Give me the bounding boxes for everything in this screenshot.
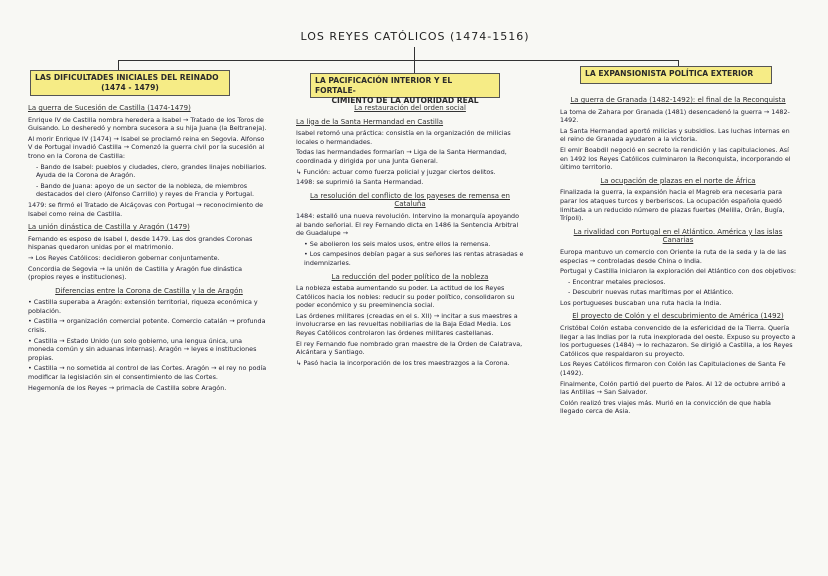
middle-s1-sub: La liga de la Santa Hermandad en Castilla	[296, 117, 444, 126]
left-s3-b2: • Castilla → organización comercial potente. Comercio catalán → profunda crisis.	[28, 317, 266, 335]
right-s3-p3: Los portugueses buscaban una ruta hacia la India.	[560, 298, 722, 307]
left-s2-title: La unión dinástica de Castilla y Aragón (1479)	[28, 223, 190, 232]
section-box-right	[580, 66, 772, 84]
middle-s3-p1: La nobleza estaba aumentando su poder. La actitud de los Reyes Católicos hacia los nobles: reducir su poder político, consolidaron su poder económico y su preeminencia social.	[296, 284, 515, 310]
section-box-left	[30, 70, 230, 96]
right-s4-p2: Los Reyes Católicos firmaron con Colón las Capitulaciones de Santa Fe (1492).	[560, 360, 786, 378]
right-s4-title: El proyecto de Colón y el descubrimiento de América (1492)	[572, 312, 784, 321]
middle-s3-p2: Las órdenes militares (creadas en el s. XII) → incitar a sus maestres a involucrarse en las revueltas nobiliarias de la Baja Edad Media. Los Reyes Católicos controlaron las órdenes militares castellanas.	[296, 311, 518, 338]
middle-s1-p4: 1498: se suprimió la Santa Hermandad.	[296, 178, 424, 187]
middle-s2-b1: • Se abolieron los seis malos usos, entre ellos la remensa.	[304, 239, 491, 248]
left-s1-b1: - Bando de Isabel: pueblos y ciudades, clero, grandes linajes nobiliarios. Ayuda de la Corona de Aragón.	[36, 162, 267, 180]
middle-s3-p3: El rey Fernando fue nombrado gran maestre de la Orden de Calatrava, Alcántara y Santiago.	[296, 339, 523, 357]
section-box-middle-line2: CIMIENTO DE LA AUTORIDAD REAL	[331, 96, 479, 105]
middle-s1-p1: Isabel retomó una práctica: consistía en la organización de milicias locales o hermandades.	[296, 129, 511, 146]
connector-vertical-top	[414, 47, 415, 60]
right-s2-p1: Finalizada la guerra, la expansión hacia el Magreb era necesaria para parar los ataques turcos y berberiscos. La ocupación española quedó limitada a un reducido número de plazas fuertes (Melilla, Orán, Bugía, Trípoli).	[560, 188, 785, 223]
right-s4-p3: Finalmente, Colón partió del puerto de Palos. Al 12 de octubre arribó a las Antillas → San Salvador.	[560, 379, 786, 397]
column-middle	[296, 104, 524, 564]
middle-s2-p1: 1484: estalló una nueva revolución. Intervino la monarquía apoyando al bando señorial. El rey Fernando dicta en 1486 la Sentencia Arbitral de Guadalupe →	[296, 211, 519, 238]
left-s2-p2: → Los Reyes Católicos: decidieron gobernar conjuntamente.	[28, 253, 220, 262]
left-s1-p2: Al morir Enrique IV (1474) → Isabel se proclamó reina en Segovia. Alfonso V de Portugal invadió Castilla → Comenzó la guerra civil por la sucesión al trono en la Corona de Castilla:	[28, 134, 265, 160]
section-box-left-line1: LAS DIFICULTADES INICIALES DEL REINADO	[35, 73, 219, 82]
right-s4-p1: Cristóbal Colón estaba convencido de la esfericidad de la Tierra. Quería llegar a las Indias por la ruta inexplorada del oeste. Expuso su proyecto a los portugueses (1484) → lo rechazaron. Se dirigió a Castilla, a los Reyes Católicos que respaldaron su proyecto.	[560, 324, 796, 358]
section-box-middle-line1: LA PACIFICACIÓN INTERIOR Y EL FORTALE-	[315, 76, 453, 95]
column-right	[560, 96, 796, 566]
middle-s3-p4: ↳ Pasó hacia la incorporación de los tres maestrazgos a la Corona.	[296, 358, 510, 367]
left-s3-p5: Hegemonía de los Reyes → primacía de Castilla sobre Aragón.	[28, 383, 227, 392]
left-s3-b4: • Castilla → no sometida al control de las Cortes. Aragón → el rey no podía modificar la legislación sin el consentimiento de las Cortes.	[28, 364, 267, 382]
right-s4-p4: Colón realizó tres viajes más. Murió en la convicción de que había llegado cerca de Asia.	[560, 398, 771, 416]
left-s2-p3: Concordia de Segovia → la unión de Castilla y Aragón fue dinástica (propios reyes e instituciones).	[28, 264, 242, 282]
left-s1-b2: - Bando de Juana: apoyo de un sector de la nobleza, de miembros destacados del clero (Alfonso Carrillo) y reyes de Francia y Portugal.	[36, 181, 255, 199]
connector-middle	[414, 60, 415, 73]
left-s1-p1: Enrique IV de Castilla nombra heredera a Isabel → Tratado de los Toros de Guisando. Lo desheredó y nombra sucesora a su hija Juana (la Beltraneja).	[28, 115, 267, 133]
right-s3-p2: Portugal y Castilla iniciaron la exploración del Atlántico con dos objetivos:	[560, 267, 796, 276]
section-box-middle	[310, 73, 500, 105]
left-s3-title: Diferencias entre la Corona de Castilla y la de Aragón	[55, 286, 243, 295]
right-s1-p3: El emir Boabdil negoció en secreto la rendición y las capitulaciones. Así en 1492 los Reyes Católicos culminaron la Reconquista, incorporando el último territorio.	[560, 145, 791, 172]
middle-s3-title: La reducción del poder político de la nobleza	[331, 272, 489, 281]
middle-s2-title: La resolución del conflicto de los payeses de remensa en Cataluña	[310, 191, 510, 209]
connector-horizontal	[118, 60, 678, 61]
middle-s1-p2: Todas las hermandades formarían → Liga de la Santa Hermandad, coordinada y dirigida por una Junta General.	[296, 148, 507, 165]
right-s1-p1: La toma de Zahara por Granada (1481) desencadenó la guerra → 1482-1492.	[560, 107, 790, 125]
right-s3-b2: - Descubrir nuevas rutas marítimas por el Atlántico.	[568, 288, 734, 297]
right-s3-p1: Europa mantuvo un comercio con Oriente la ruta de la seda y la de las especias → controladas desde China o India.	[560, 247, 787, 265]
right-s1-p2: La Santa Hermandad aportó milicias y subsidios. Las luchas internas en el reino de Granada ayudaron a la victoria.	[560, 126, 790, 144]
middle-s1-title: La restauración del orden social	[354, 104, 466, 112]
middle-s1-p3: ↳ Función: actuar como fuerza policial y juzgar ciertos delitos.	[296, 167, 496, 176]
right-s3-b1: - Encontrar metales preciosos.	[568, 277, 666, 286]
section-box-left-line2: (1474 - 1479)	[101, 83, 159, 92]
right-s2-title: La ocupación de plazas en el norte de África	[600, 176, 756, 185]
right-s1-title: La guerra de Granada (1482-1492): el final de la Reconquista	[570, 96, 786, 104]
middle-s2-b2: • Los campesinos debían pagar a sus señores las rentas atrasadas e indemnizarles.	[304, 250, 524, 267]
left-s3-b1: • Castilla superaba a Aragón: extensión territorial, riqueza económica y población.	[28, 298, 258, 315]
left-s1-p3: 1479: se firmó el Tratado de Alcáçovas con Portugal → reconocimiento de Isabel como reina de Castilla.	[28, 200, 264, 218]
right-s3-title: La rivalidad con Portugal en el Atlántico. América y las islas Canarias	[573, 227, 783, 245]
section-box-right-line1: LA EXPANSIONISTA POLÍTICA EXTERIOR	[585, 69, 754, 78]
page-title: LOS REYES CATÓLICOS (1474-1516)	[300, 30, 530, 43]
left-s3-b3: • Castilla → Estado Unido (un solo gobierno, una lengua única, una moneda común y sin aduanas internas). Aragón → leyes e instituciones propias.	[28, 336, 257, 362]
connector-left	[118, 60, 119, 70]
column-left	[28, 104, 270, 564]
left-s1-title: La guerra de Sucesión de Castilla (1474-1479)	[28, 104, 191, 112]
left-s2-p1: Fernando es esposo de Isabel I, desde 1479. Las dos grandes Coronas hispanas quedaron unidas por el matrimonio.	[28, 234, 253, 252]
